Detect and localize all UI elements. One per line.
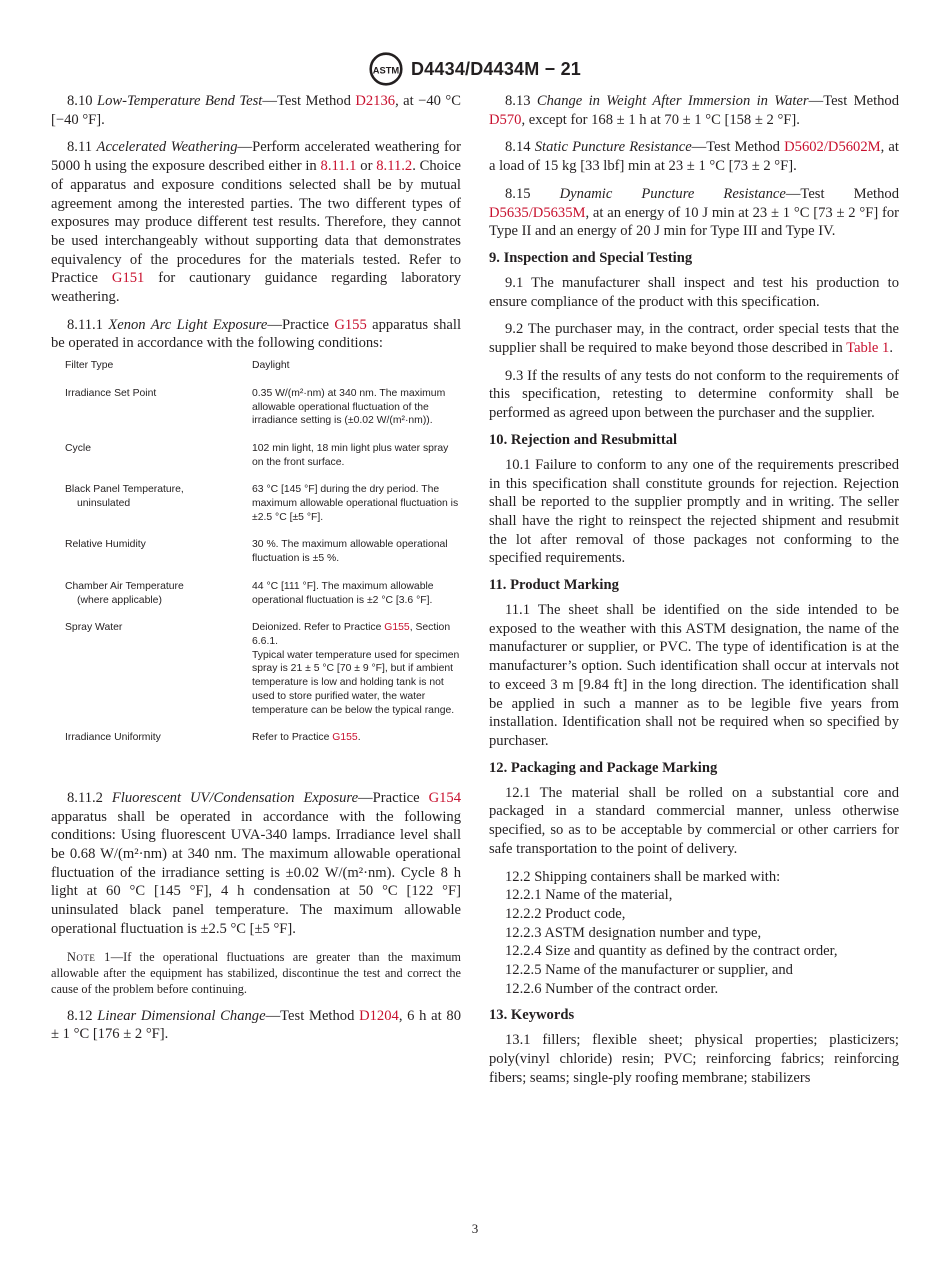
table-row: Cycle 102 min light, 18 min light plus water spray on the front surface. — [65, 442, 449, 468]
list-item: 12.2.1 Name of the material, — [505, 887, 673, 904]
table-row: Irradiance Uniformity Refer to Practice G155. — [65, 732, 361, 744]
table-row: Irradiance Set Point 0.35 W/(m²·nm) at 340 nm. The maximum allowable operational fluctuation of the irradiance setting is (±0.02 W/(m²·nm)). — [65, 387, 446, 427]
para-9-3: 9.3 If the results of any tests do not conform to the requirements of this specification, retesting to determine conformity shall be performed as agreed upon between the purchaser and the supplier. — [489, 367, 899, 422]
section-8-11-1: 8.11.1 Xenon Arc Light Exposure—Practice G155 apparatus shall be operated in accordance with the following conditions: — [51, 316, 461, 352]
link-8-11-2[interactable]: 8.11.2 — [376, 158, 413, 175]
para-11-1: 11.1 The sheet shall be identified on the side intended to be exposed to the weather with this ASTM designation, the name of the manufacturer or supplier, or PVC. The type of identification is at the manufacturer’s option. Such identification shall occur at intervals not to exceed 3 m [9.84 ft] in the long direction. The identification shall be applied in such a manner as to be legible five years from installation. Identification shall not be required when so specified by purchaser. — [489, 602, 899, 749]
section-8-15: 8.15 Dynamic Puncture Resistance—Test Method D5635/D5635M, at an energy of 10 J min at 23 ± 1 °C [73 ± 2 °F] for Type II and an energy of 20 J min for Type III and Type IV. — [489, 185, 900, 240]
section-8-13: 8.13 Change in Weight After Immersion in Water—Test Method D570, except for 168 ± 1 h at 70 ± 1 °C [158 ± 2 °F]. — [489, 93, 900, 128]
list-item: 12.2.3 ASTM designation number and type, — [505, 924, 762, 941]
section-8-10: 8.10 Low-Temperature Bend Test—Test Method D2136, at −40 °C [−40 °F]. — [51, 93, 461, 128]
section-8-12: 8.12 Linear Dimensional Change—Test Method D1204, 6 h at 80 ± 1 °C [176 ± 2 °F]. — [51, 1007, 461, 1043]
link-g151[interactable]: G151 — [111, 270, 145, 287]
list-item: 12.2.2 Product code, — [505, 905, 626, 922]
heading-section-10: 10. Rejection and Resubmittal — [489, 431, 678, 448]
note-1: Note 1—If the operational fluctuations are greater than the maximum allowable after the equipment has stabilized, discontinue the test and correct the cause of the problem before continuing. — [51, 949, 461, 996]
left-column — [51, 92, 461, 1053]
designation-title: D4434/D4434M − 21 — [410, 58, 581, 79]
section-8-14: 8.14 Static Puncture Resistance—Test Method D5602/D5602M, at a load of 15 kg [33 lbf] min at 23 ± 1 °C [73 ± 2 °F]. — [489, 139, 899, 175]
section-8-11-2: 8.11.2 Fluorescent UV/Condensation Exposure—Practice G154 apparatus shall be operated in accordance with the following conditions: Using fluorescent UVA-340 lamps. Irradiance level shall be 0.68 W/(m²·nm) at 340 nm. The maximum allowable operational fluctuation of the irradiance setting is ±0.02 W/(m²·nm). Cycle 8 h light at 60 °C [145 °F], 4 h condensation at 50 °C [122 °F] uninsulated black panel temperature. The maximum allowable operational fluctuation is ±2.5 °C [±5 °F]. — [51, 789, 461, 937]
page-header — [0, 52, 950, 91]
para-12-1: 12.1 The material shall be rolled on a substantial core and packaged in a standard commercial manner, unless otherwise specified, so as to be acceptable by commercial or other carriers for safe transportation to the point of delivery. — [489, 784, 899, 857]
page-number: 3 — [471, 1221, 479, 1236]
link-d2136[interactable]: D2136 — [355, 93, 396, 109]
link-d570[interactable]: D570 — [489, 111, 522, 128]
astm-logo-icon — [369, 52, 403, 86]
para-9-1: 9.1 The manufacturer shall inspect and test his production to ensure compliance of the product with this specification. — [489, 274, 899, 310]
link-d5602[interactable]: D5602/D5602M — [784, 139, 881, 156]
para-12-2: 12.2 Shipping containers shall be marked with: — [505, 868, 781, 885]
list-item: 12.2.6 Number of the contract order. — [505, 980, 719, 997]
link-table-1[interactable]: Table 1 — [846, 340, 890, 357]
link-g155-spray[interactable]: G155 — [384, 622, 410, 634]
link-d1204[interactable]: D1204 — [359, 1007, 399, 1024]
heading-section-11: 11. Product Marking — [489, 577, 619, 594]
xenon-conditions-table — [51, 359, 461, 759]
para-13-1: 13.1 fillers; flexible sheet; physical properties; plasticizers; poly(vinyl chloride) resin; PVC; reinforcing fabrics; reinforcing fibers; seams; single-ply roofing membrane; stabilizers — [489, 1032, 899, 1086]
para-10-1: 10.1 Failure to conform to any one of the requirements prescribed in this specification shall constitute grounds for rejection. Rejection shall be reported to the supplier promptly and in writing. The seller shall have the right to reinspect the rejected shipment and resubmit the lot after removal of those packages not conforming to the specified requirements. — [489, 456, 899, 567]
table-row: Spray Water Deionized. Refer to Practice G155, Section 6.6.1. Typical water temperature used for specimen spray is 21 ± 5 °C [70 ± 9 °F], but if ambient temperature is low and holding tank is not used to store purified water, the water temperature can be below the typical range. — [65, 622, 460, 716]
table-row: Black Panel Temperature, uninsulated 63 °C [145 °F] during the dry period. The maximum allowable operational fluctuation is ±2.5 °C [±5 °F]. — [65, 484, 459, 523]
heading-section-12: 12. Packaging and Package Marking — [489, 759, 718, 776]
table-row: Filter Type Daylight — [65, 360, 290, 372]
link-g154[interactable]: G154 — [428, 789, 461, 806]
link-g155-uniformity[interactable]: G155 — [332, 732, 358, 744]
heading-section-13: 13. Keywords — [489, 1007, 575, 1024]
table-row: Relative Humidity 30 %. The maximum allowable operational fluctuation is ±5 %. — [65, 539, 448, 565]
table-row: Chamber Air Temperature (where applicable) 44 °C [111 °F]. The maximum allowable operational fluctuation is ±2 °C [3.6 °F]. — [65, 580, 434, 606]
section-8-11: 8.11 Accelerated Weathering—Perform accelerated weathering for 5000 h using the exposure described either in 8.11.1 or 8.11.2. Choice of apparatus and exposure conditions selected shall be by mutual agreement among the interested parties. The two different types of exposures may produce different test results. Therefore, they cannot be used interchangeably without supporting data that demonstrates equivalency of the procedures for the materials tested. Refer to Practice G151 for cautionary guidance regarding laboratory weathering. — [51, 139, 461, 306]
list-item: 12.2.5 Name of the manufacturer or supplier, and — [505, 962, 793, 979]
link-g155[interactable]: G155 — [334, 316, 367, 333]
heading-section-9: 9. Inspection and Special Testing — [489, 249, 693, 266]
list-item: 12.2.4 Size and quantity as defined by the contract order, — [505, 943, 838, 960]
para-9-2: 9.2 The purchaser may, in the contract, order special tests that the supplier shall be required to make beyond those described in Table 1. — [489, 321, 899, 357]
link-8-11-1[interactable]: 8.11.1 — [320, 158, 357, 175]
link-d5635[interactable]: D5635/D5635M — [489, 204, 586, 221]
shipping-marking-list — [489, 868, 899, 999]
svg-text:ASTM: ASTM — [372, 65, 400, 76]
right-column — [489, 92, 899, 1097]
